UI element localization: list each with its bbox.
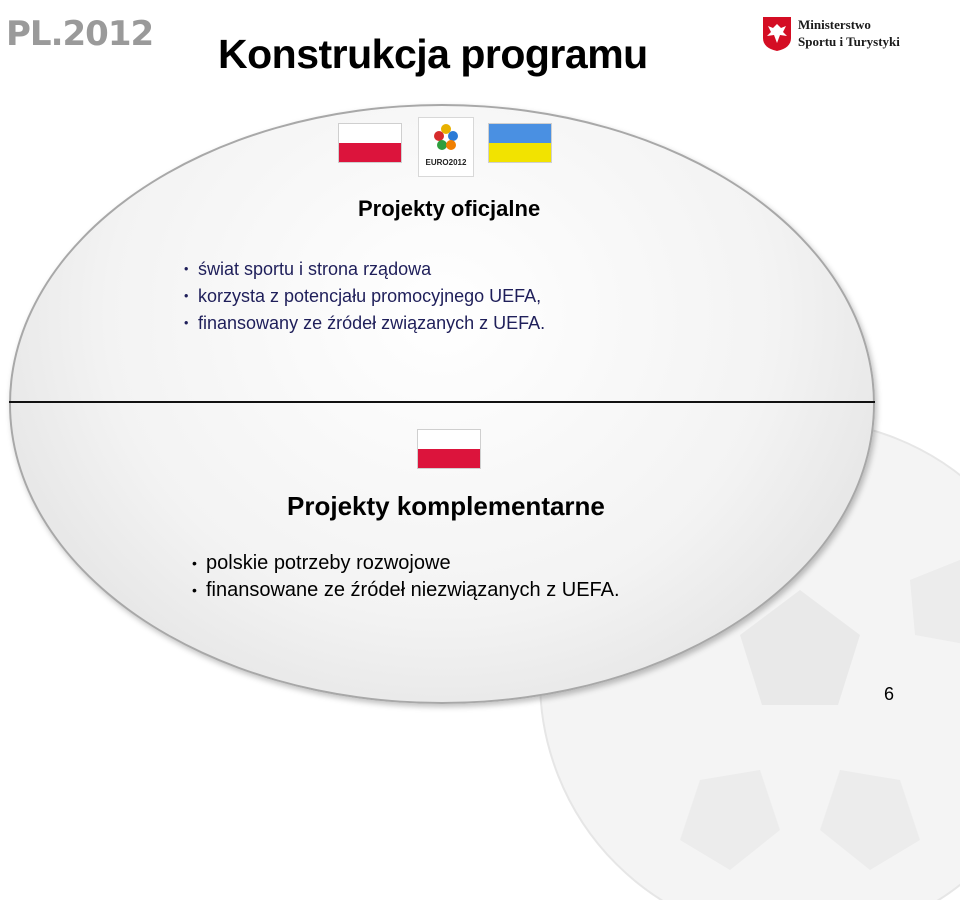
bullet-icon: • [184,262,189,276]
bullet-icon: • [184,316,189,330]
official-projects-title: Projekty oficjalne [358,196,541,221]
ministry-name [798,16,900,50]
eagle-emblem-icon [762,16,792,52]
poland-flag-icon [338,123,402,163]
bullet-icon: • [184,289,189,303]
list-item: • finansowane ze źródeł niezwiązanych z UEFA. [192,577,620,604]
euro2012-logo-text: EURO2012 [425,158,467,167]
page-number: 6 [884,684,895,704]
euro2012-emblem-icon [430,121,462,155]
pl2012-logo [6,12,152,56]
bullet-icon: • [192,582,197,598]
list-item: • finansowany ze źródeł związanych z UEFA. [184,310,545,337]
ukraine-flag-icon [488,123,552,163]
official-projects-list [184,256,545,337]
euro2012-logo [418,117,474,177]
complementary-projects-title: Projekty komplementarne [287,491,605,521]
ellipse-divider [9,401,875,403]
ministry-line-2: Sportu i Turystyki [798,34,900,49]
complementary-projects-list [192,550,620,604]
list-item: • świat sportu i strona rządowa [184,256,545,283]
pl2012-logo-text: PL.2012 [6,14,154,54]
ministry-logo [762,14,922,56]
program-ellipse [9,104,875,704]
bullet-icon: • [192,555,197,571]
poland-flag-icon [417,429,481,469]
list-item: • polskie potrzeby rozwojowe [192,550,620,577]
slide-title: Konstrukcja programu [218,31,648,77]
list-item: • korzysta z potencjału promocyjnego UEFA, [184,283,545,310]
ministry-line-1: Ministerstwo [798,17,871,32]
